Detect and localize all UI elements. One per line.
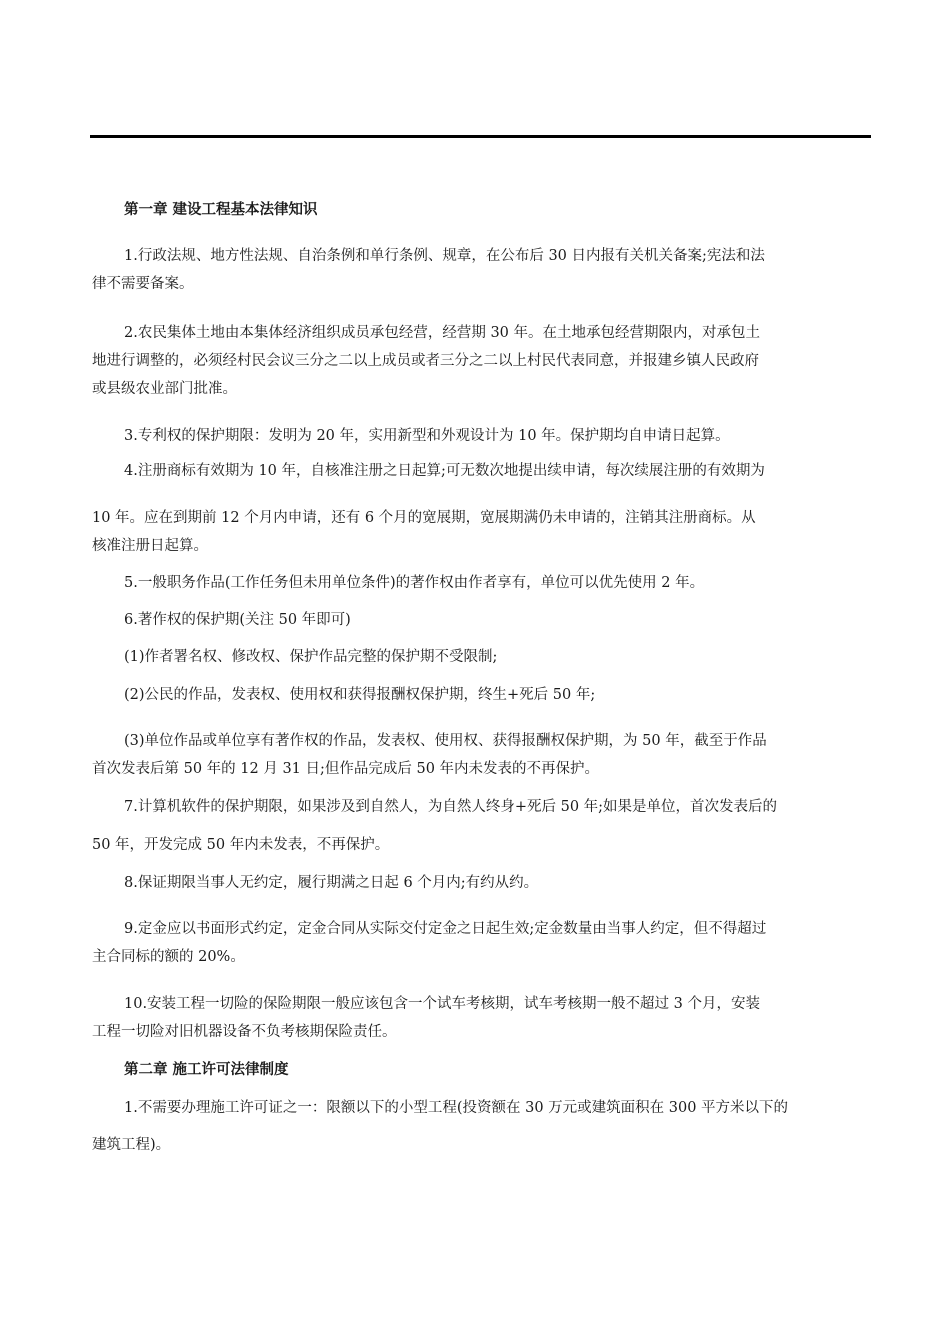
text-line: 6.著作权的保护期(关注 50 年即可) — [124, 612, 351, 628]
paragraph — [92, 681, 872, 709]
paragraph — [92, 793, 872, 821]
text-line: 10.安装工程一切险的保险期限一般应该包含一个试车考核期，试车考核期一般不超过 3 个月，安装 — [124, 996, 760, 1012]
paragraph — [92, 915, 872, 971]
paragraph — [92, 643, 872, 671]
paragraph — [92, 422, 872, 450]
paragraph — [92, 504, 872, 560]
paragraph — [92, 727, 872, 783]
paragraph — [92, 606, 872, 634]
text-line: 律不需要备案。 — [92, 276, 194, 292]
text-line: 3.专利权的保护期限：发明为 20 年，实用新型和外观设计为 10 年。保护期均自申请日起算。 — [124, 428, 730, 444]
text-line: 50 年，开发完成 50 年内未发表，不再保护。 — [92, 837, 390, 853]
chapter-1-title: 第一章 建设工程基本法律知识 — [124, 202, 318, 218]
chapter-2-title: 第二章 施工许可法律制度 — [124, 1062, 289, 1078]
paragraph — [92, 869, 872, 897]
text-line: 地进行调整的，必须经村民会议三分之二以上成员或者三分之二以上村民代表同意，并报建乡镇人民政府 — [92, 353, 759, 369]
header-rule — [90, 135, 871, 138]
text-line: (2)公民的作品，发表权、使用权和获得报酬权保护期，终生+死后 50 年; — [124, 687, 596, 703]
text-line: 9.定金应以书面形式约定，定金合同从实际交付定金之日起生效;定金数量由当事人约定，但不得超过 — [124, 921, 767, 937]
paragraph — [92, 990, 872, 1046]
text-line: 建筑工程)。 — [92, 1137, 171, 1153]
text-line: 10 年。应在到期前 12 个月内申请，还有 6 个月的宽展期，宽展期满仍未申请的，注销其注册商标。从 — [92, 510, 756, 526]
text-line: 首次发表后第 50 年的 12 月 31 日;但作品完成后 50 年内未发表的不再保护。 — [92, 761, 600, 777]
text-line: 1.行政法规、地方性法规、自治条例和单行条例、规章，在公布后 30 日内报有关机关备案;宪法和法 — [124, 248, 765, 264]
paragraph — [92, 319, 872, 403]
text-line: (1)作者署名权、修改权、保护作品完整的保护期不受限制; — [124, 649, 498, 665]
paragraph — [92, 1094, 872, 1122]
paragraph — [92, 457, 872, 485]
paragraph — [92, 831, 872, 859]
text-line: 或县级农业部门批准。 — [92, 381, 237, 397]
text-line: 2.农民集体土地由本集体经济组织成员承包经营，经营期 30 年。在土地承包经营期限内，对承包土 — [124, 325, 760, 341]
text-line: (3)单位作品或单位享有著作权的作品，发表权、使用权、获得报酬权保护期，为 50 年，截至于作品 — [124, 733, 767, 749]
paragraph — [92, 1131, 872, 1159]
text-line: 主合同标的额的 20%。 — [92, 949, 245, 965]
text-line: 核准注册日起算。 — [92, 538, 208, 554]
paragraph — [92, 242, 872, 298]
text-line: 7.计算机软件的保护期限，如果涉及到自然人，为自然人终身+死后 50 年;如果是单位，首次发表后的 — [124, 799, 778, 815]
text-line: 1.不需要办理施工许可证之一：限额以下的小型工程(投资额在 30 万元或建筑面积在 300 平方米以下的 — [124, 1100, 789, 1116]
text-line: 8.保证期限当事人无约定，履行期满之日起 6 个月内;有约从约。 — [124, 875, 539, 891]
text-line: 5.一般职务作品(工作任务但未用单位条件)的著作权由作者享有，单位可以优先使用 2 年。 — [124, 575, 705, 591]
paragraph — [92, 569, 872, 597]
text-line: 4.注册商标有效期为 10 年，自核准注册之日起算;可无数次地提出续申请，每次续展注册的有效期为 — [124, 463, 765, 479]
text-line: 工程一切险对旧机器设备不负考核期保险责任。 — [92, 1024, 397, 1040]
